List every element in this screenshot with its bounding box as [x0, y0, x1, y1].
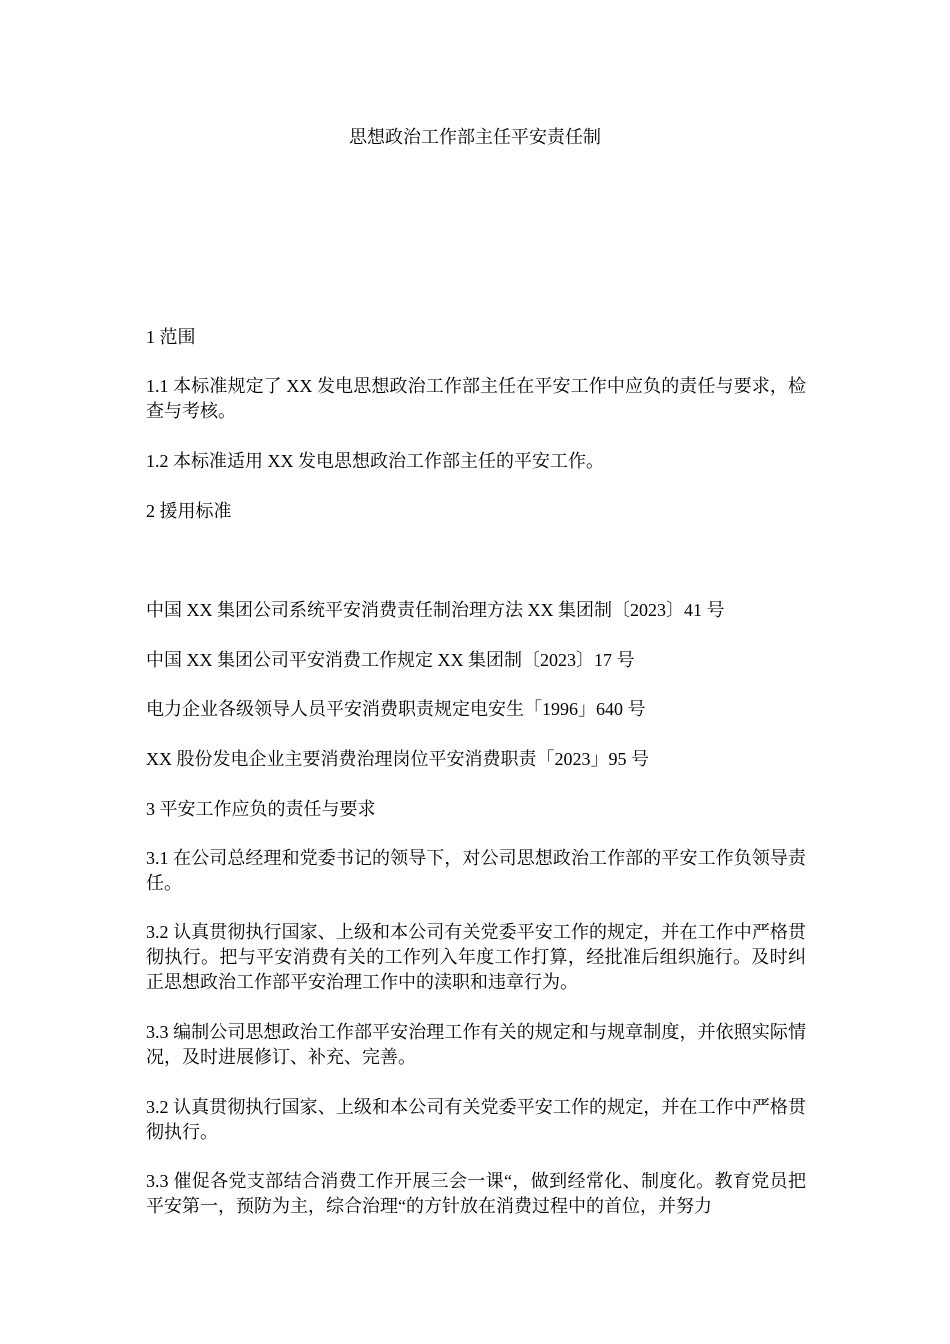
section-heading-responsibilities: 3 平安工作应负的责任与要求 — [146, 799, 376, 819]
paragraph-1-1: 1.1 本标准规定了 XX 发电思想政治工作部主任在平安工作中应负的责任与要求，检查与考核。 — [146, 376, 806, 421]
section-heading-scope: 1 范围 — [146, 327, 196, 347]
paragraph-1-2: 1.2 本标准适用 XX 发电思想政治工作部主任的平安工作。 — [146, 451, 604, 471]
paragraph-3-2: 3.2 认真贯彻执行国家、上级和本公司有关党委平安工作的规定，并在工作中严格贯彻执行。把与平安消费有关的工作列入年度工作打算，经批准后组织施行。及时纠正思想政治工作部平安治理工作中的渎职和违章行为。 — [146, 922, 806, 992]
reference-item-3: 电力企业各级领导人员平安消费职责规定电安生「1996」640 号 — [146, 699, 646, 719]
reference-item-2: 中国 XX 集团公司平安消费工作规定 XX 集团制〔2023〕17 号 — [146, 650, 635, 670]
reference-item-1: 中国 XX 集团公司系统平安消费责任制治理方法 XX 集团制〔2023〕41 号 — [146, 600, 725, 620]
paragraph-3-3: 3.3 编制公司思想政治工作部平安治理工作有关的规定和与规章制度，并依照实际情况，及时进展修订、补充、完善。 — [146, 1022, 806, 1067]
paragraph-3-3-repeat: 3.3 催促各党支部结合消费工作开展三会一课“，做到经常化、制度化。教育党员把平安第一，预防为主，综合治理“的方针放在消费过程中的首位，并努力 — [146, 1171, 806, 1216]
paragraph-3-2-repeat: 3.2 认真贯彻执行国家、上级和本公司有关党委平安工作的规定，并在工作中严格贯彻执行。 — [146, 1097, 806, 1142]
document-title: 思想政治工作部主任平安责任制 — [349, 127, 601, 147]
section-heading-references: 2 援用标准 — [146, 501, 232, 521]
reference-item-4: XX 股份发电企业主要消费治理岗位平安消费职责「2023」95 号 — [146, 749, 649, 769]
paragraph-3-1: 3.1 在公司总经理和党委书记的领导下，对公司思想政治工作部的平安工作负领导责任。 — [146, 848, 806, 893]
